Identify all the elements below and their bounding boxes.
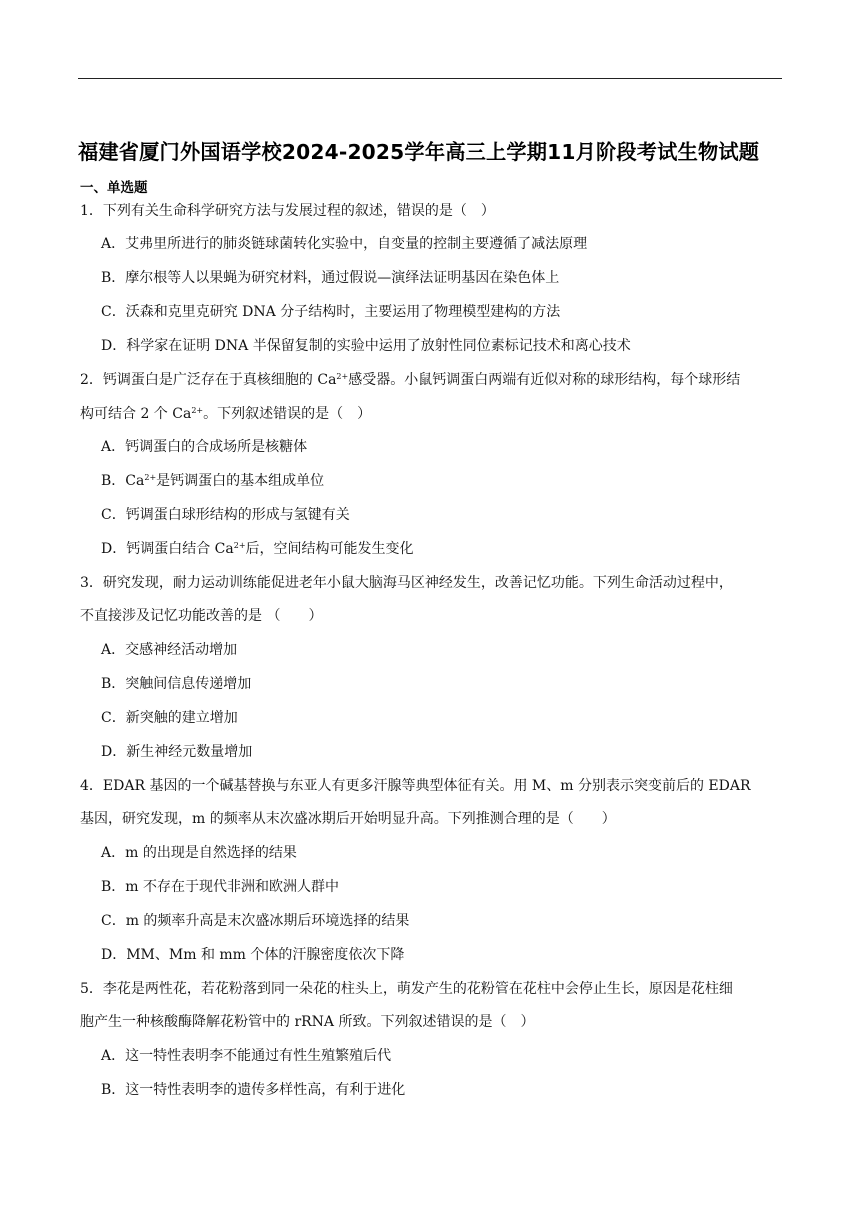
- question-5-option-a: A．这一特性表明李不能通过有性生殖繁殖后代: [101, 1048, 392, 1064]
- text-segment: 。下列叙述错误的是（ ）: [203, 406, 372, 422]
- question-4-stem-line-2: 基因，研究发现，m 的频率从末次盛冰期后开始明显升高。下列推测合理的是（ ）: [80, 811, 616, 827]
- question-5-stem-line-1: 5．李花是两性花，若花粉落到同一朵花的柱头上，萌发产生的花粉管在花柱中会停止生长，原因是花柱细: [80, 981, 733, 997]
- superscript: 2+: [336, 372, 349, 381]
- question-3-option-b: B．突触间信息传递增加: [101, 676, 252, 692]
- text-segment: 感受器。小鼠钙调蛋白两端有近似对称的球形结构，每个球形结: [348, 372, 741, 388]
- question-3-option-a: A．交感神经活动增加: [101, 642, 238, 658]
- section-heading: 一、单选题: [80, 180, 148, 196]
- question-1-stem: 1．下列有关生命科学研究方法与发展过程的叙述，错误的是（ ）: [80, 203, 495, 219]
- question-4-option-a: A．m 的出现是自然选择的结果: [101, 845, 297, 861]
- superscript: 2+: [191, 406, 204, 415]
- question-3-stem-line-1: 3．研究发现，耐力运动训练能促进老年小鼠大脑海马区神经发生，改善记忆功能。下列生命活动过程中，: [80, 575, 733, 591]
- header-rule: [78, 78, 782, 79]
- question-2-option-d: [101, 539, 414, 559]
- question-3-stem-line-2: 不直接涉及记忆功能改善的是 （ ）: [80, 608, 323, 624]
- text-segment: D．钙调蛋白结合 Ca: [101, 541, 234, 557]
- question-5-option-b: B．这一特性表明李的遗传多样性高，有利于进化: [101, 1082, 406, 1098]
- question-3-option-d: D．新生神经元数量增加: [101, 744, 253, 760]
- question-5-stem-line-2: 胞产生一种核酸酶降解花粉管中的 rRNA 所致。下列叙述错误的是（ ）: [80, 1014, 535, 1030]
- text-segment: 是钙调蛋白的基本组成单位: [156, 473, 325, 489]
- text-segment: 构可结合 2 个 Ca: [80, 406, 192, 422]
- question-4-option-d: D．MM、Mm 和 mm 个体的汗腺密度依次下降: [101, 947, 405, 963]
- text-segment: 2．钙调蛋白是广泛存在于真核细胞的 Ca: [80, 372, 337, 388]
- question-4-option-b: B．m 不存在于现代非洲和欧洲人群中: [101, 879, 340, 895]
- question-1-option-b: B．摩尔根等人以果蝇为研究材料，通过假说—演绎法证明基因在染色体上: [101, 270, 560, 286]
- question-2-option-c: [101, 505, 350, 525]
- superscript: 2+: [233, 541, 246, 550]
- text-segment: B．Ca: [101, 473, 145, 489]
- question-1-option-d: D．科学家在证明 DNA 半保留复制的实验中运用了放射性同位素标记技术和离心技术: [101, 338, 631, 354]
- question-3-option-c: C．新突触的建立增加: [101, 710, 238, 726]
- question-4-stem-line-1: 4．EDAR 基因的一个碱基替换与东亚人有更多汗腺等典型体征有关。用 M、m 分别表示突变前后的 EDAR: [80, 778, 751, 794]
- superscript: 2+: [144, 473, 157, 482]
- question-2-stem-line-2: [80, 404, 371, 424]
- exam-title: 福建省厦门外国语学校2024-2025学年高三上学期11月阶段考试生物试题: [78, 140, 760, 164]
- question-1-option-c: C．沃森和克里克研究 DNA 分子结构时，主要运用了物理模型建构的方法: [101, 304, 561, 320]
- text-segment: 后，空间结构可能发生变化: [245, 541, 414, 557]
- text-segment: C．钙调蛋白球形结构的形成与氢键有关: [101, 507, 350, 523]
- question-2-option-b: [101, 471, 324, 491]
- question-2-stem-line-1: [80, 370, 740, 390]
- text-segment: A．钙调蛋白的合成场所是核糖体: [101, 439, 308, 455]
- question-1-option-a: A．艾弗里所进行的肺炎链球菌转化实验中，自变量的控制主要遵循了减法原理: [101, 236, 588, 252]
- question-4-option-c: C．m 的频率升高是末次盛冰期后环境选择的结果: [101, 913, 410, 929]
- question-2-option-a: [101, 437, 307, 457]
